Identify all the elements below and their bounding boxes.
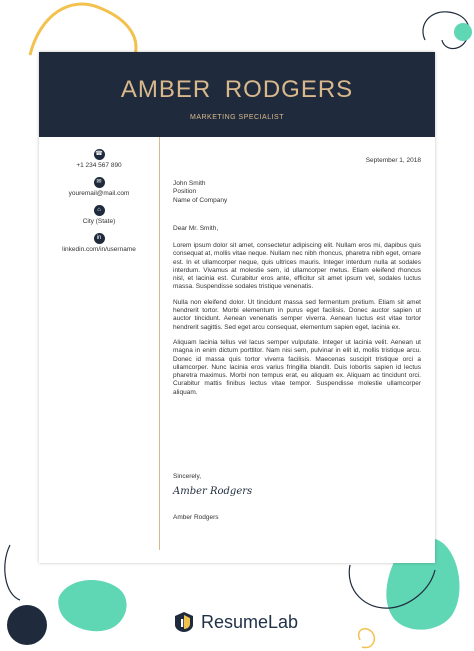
body-paragraph: Aliquam lacinia tellus vel lacus semper vulputate. Integer ut lacinia velit. Aenean ut magna in enim dictum porttitor. Nam nisi sem, pulvinar in elit id, mollis tristique arcu. Donec id massa quis tortor viverra facilisis. Maecenas suscipit tristique orci a ullamcorper. Nunc lacinia eros varius fringilla blandit. Duis lobortis sapien id lectus pharetra maximus. Morbi non tempus erat, eu aliquam ex. Aliquam ac tincidunt orci. Curabitur mattis finibus lectus vitae tempor. Suspendisse molestie ullamcorper aliquam.: [173, 338, 421, 396]
applicant-name: AMBER RODGERS: [120, 76, 354, 103]
recipient-company: Name of Company: [173, 196, 228, 204]
body-paragraph: Nulla non eleifend dolor. Ut tincidunt massa sed fermentum pretium. Etiam sit amet hendrerit tortor. Morbi elementum in purus eget facilisis. Donec auctor sapien ut auctor tincidunt. Aenean venenatis semper viverra. Aenean luctus est vitae tortor hendrerit sagittis. Sed eget arcu consequat, elementum sapien eget, lacinia ex.: [173, 298, 421, 331]
mint-dot-top-right: [454, 23, 472, 41]
navy-dot-bottom-left: [7, 605, 47, 645]
contact-location: [39, 205, 159, 225]
signed-name: Amber Rodgers: [173, 514, 219, 521]
body-paragraph: Lorem ipsum dolor sit amet, consectetur adipiscing elit. Nullam eros mi, dapibus quis consequat at, mollis vitae neque. Nullam nec nibh rhoncus, pharetra nibh eget, ornare est. In et ullamcorper neque, quis ultrices mauris. Integer interdum nulla at sodales interdum. Vivamus at molestie sem, id ullamcorper metus. Etiam eleifend rhoncus nisl, et lacinia est. Curabitur eros ante, efficitur sit amet ipsum vel, sodales luctus massa. Suspendisse sodales tristique venenatis.: [173, 242, 421, 291]
letter-date: September 1, 2018: [365, 157, 421, 164]
applicant-role: MARKETING SPECIALIST: [189, 114, 285, 121]
contact-linkedin-text: linkedin.com/in/username: [62, 246, 136, 253]
signature: Amber Rodgers: [173, 486, 253, 497]
recipient-name: John Smith: [173, 180, 206, 187]
navy-curve-bottom-left: [5, 545, 20, 600]
brand-name-part1: Resume: [201, 611, 269, 632]
yellow-loop-bottom-right: [359, 629, 375, 648]
contact-email: [39, 177, 159, 197]
mint-blob-bottom-left: [58, 580, 126, 631]
resumelab-wordmark: [201, 612, 298, 633]
contact-phone-text: +1 234 567 890: [76, 162, 122, 169]
brand-name-part2: Lab: [268, 611, 299, 632]
resumelab-logo-icon: [173, 611, 195, 633]
resumelab-brand: [173, 609, 298, 635]
column-divider: [159, 137, 160, 550]
phone-icon: ☎: [94, 149, 105, 160]
contact-phone: [39, 149, 159, 169]
closing: Sincerely,: [173, 473, 202, 480]
yellow-curve-top: [30, 4, 136, 55]
recipient-block: [173, 180, 227, 205]
linkedin-icon: in: [94, 233, 105, 244]
contact-linkedin: [39, 233, 159, 253]
salutation: Dear Mr. Smith,: [173, 225, 219, 232]
cover-letter-page: [39, 52, 435, 563]
letter-header: [39, 52, 435, 137]
contact-email-text: youremail@mail.com: [68, 190, 130, 197]
letter-body: [173, 242, 421, 404]
home-icon: ⌂: [94, 205, 105, 216]
email-icon: ✉: [94, 177, 105, 188]
contact-location-text: City (State): [82, 218, 116, 225]
recipient-position: Position: [173, 188, 197, 196]
